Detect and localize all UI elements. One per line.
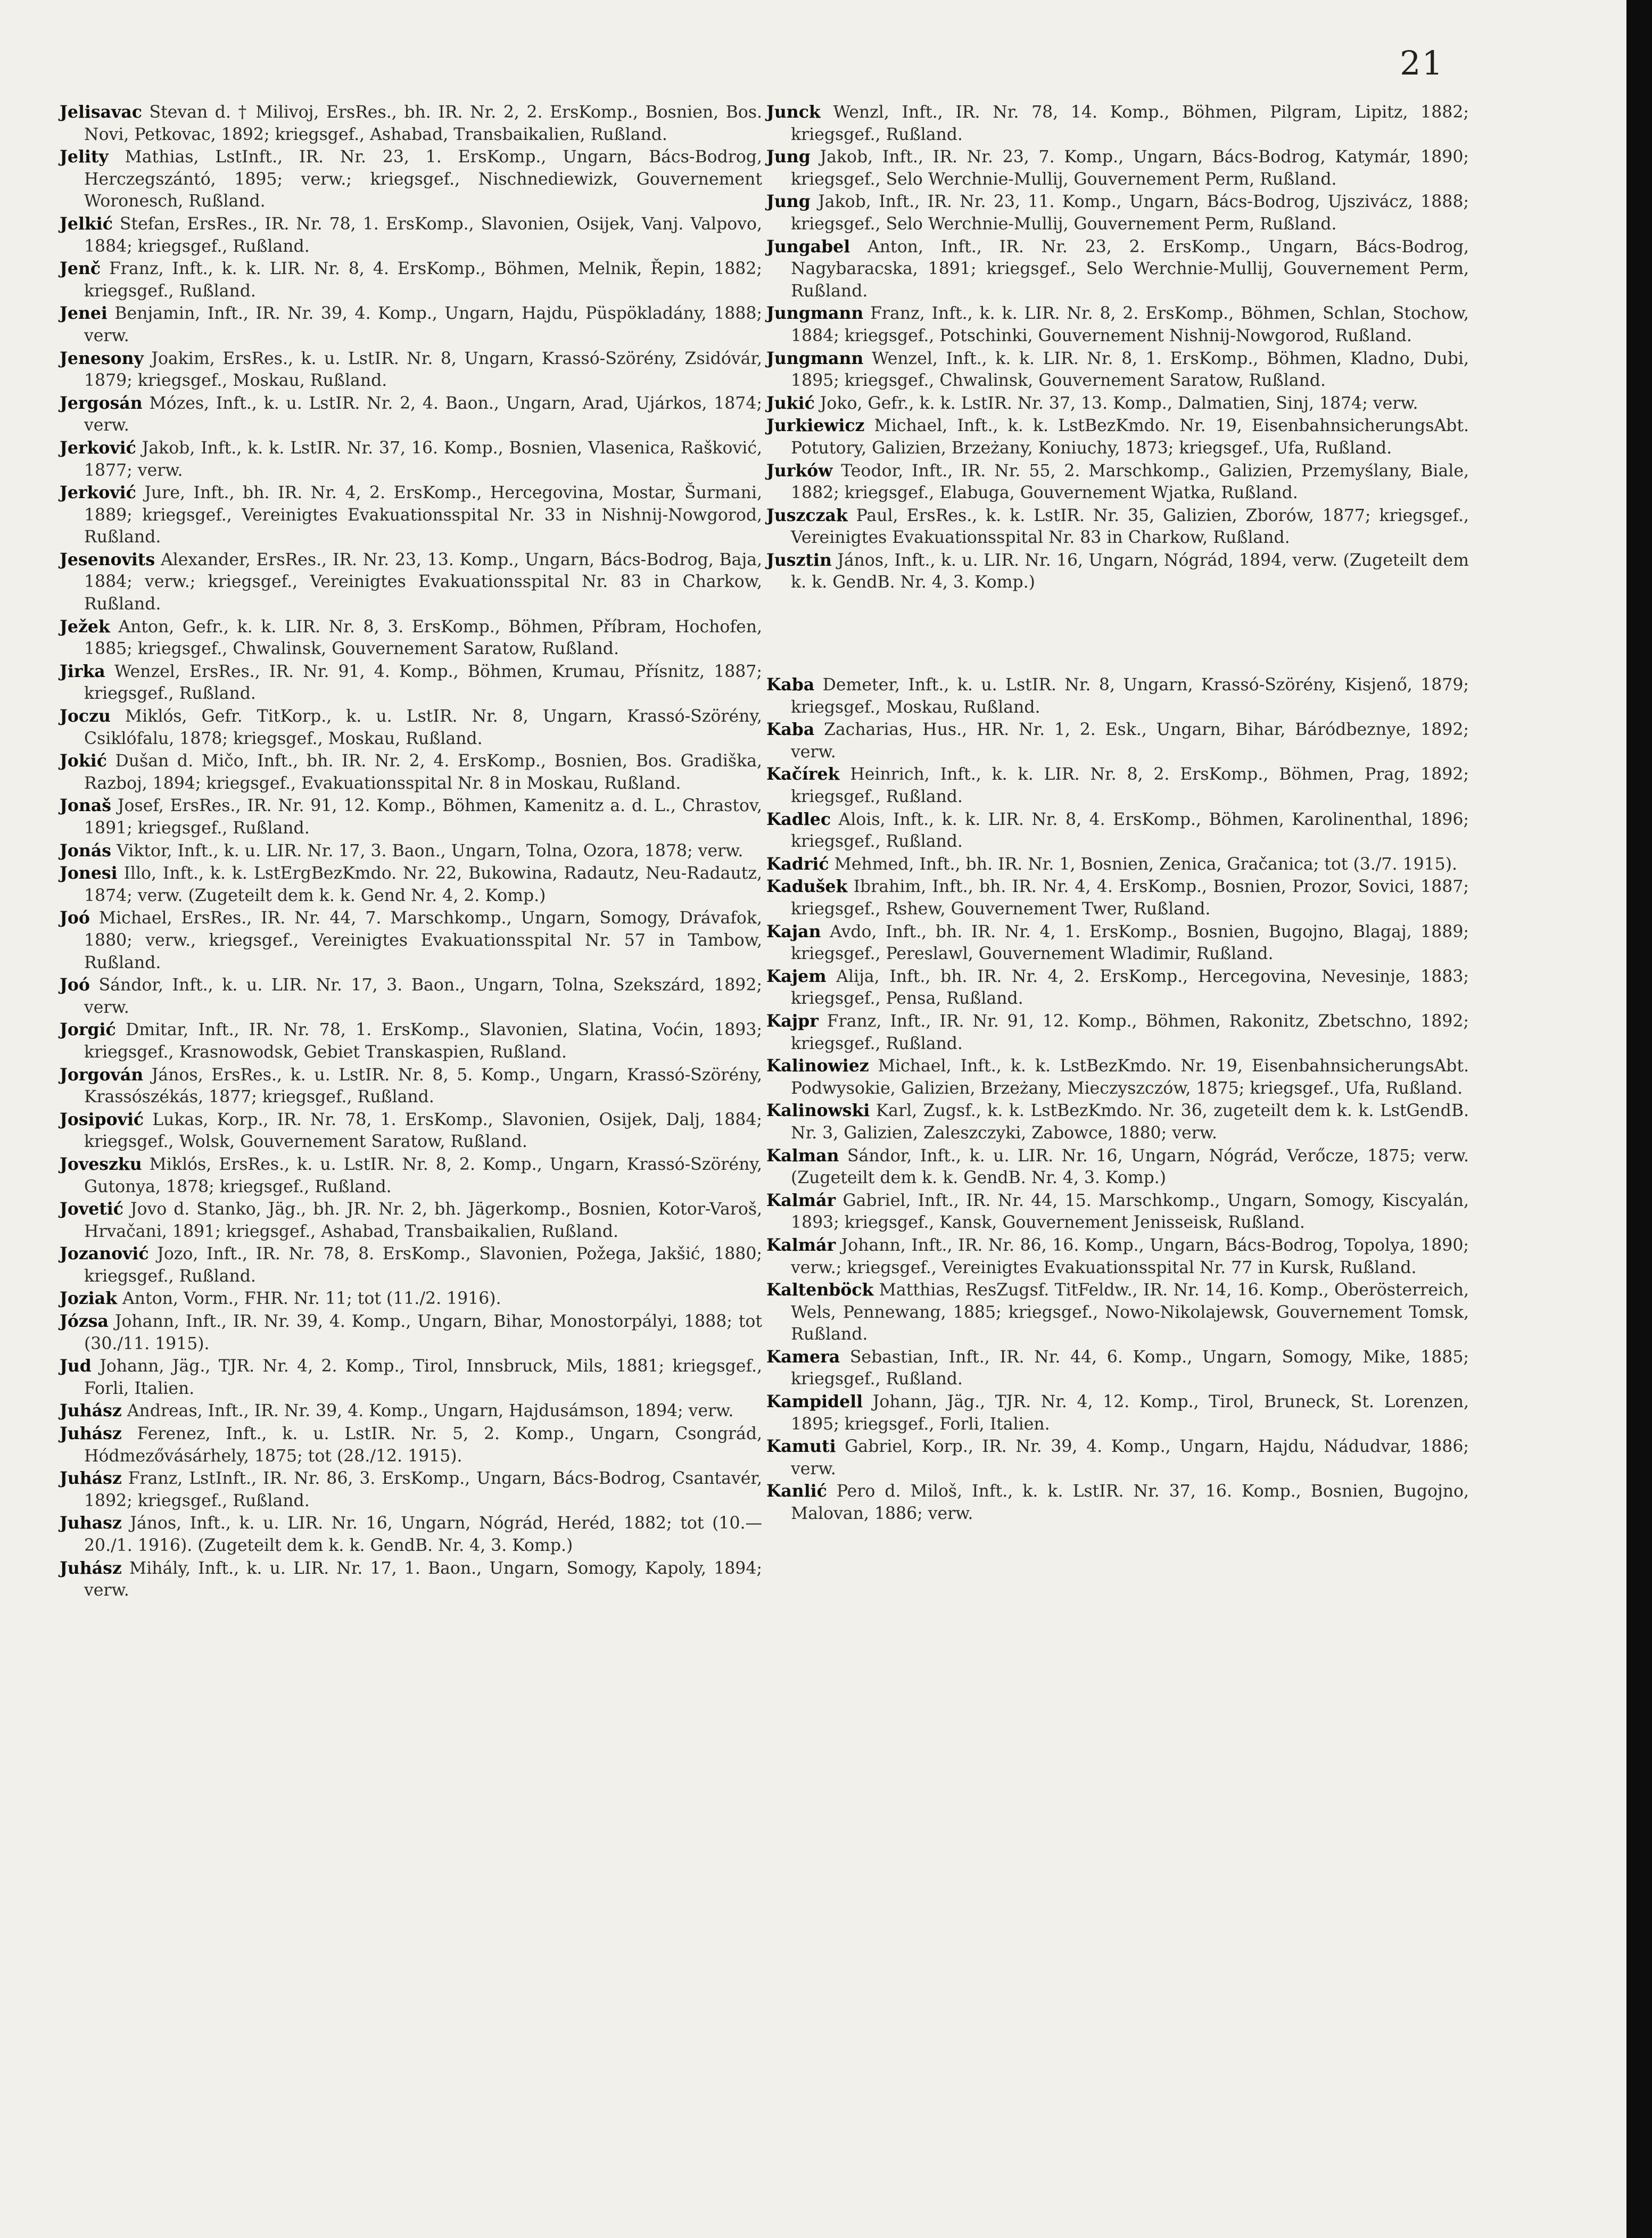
entry-details: Jakob, Inft., IR. Nr. 23, 11. Komp., Ungarn, Bács-Bodrog, Ujszivácz, 1888; kriegsgef., Selo Werchnie-Mullij, Gouvernement Perm, Rußland. bbox=[791, 192, 1469, 234]
entry-surname: Józsa bbox=[60, 1311, 109, 1332]
list-entry bbox=[60, 302, 762, 347]
list-entry bbox=[60, 1512, 762, 1557]
entry-surname: Kalinowski bbox=[766, 1101, 870, 1121]
list-entry bbox=[60, 258, 762, 302]
list-entry bbox=[766, 1145, 1469, 1190]
entry-surname: Kalmár bbox=[766, 1190, 836, 1210]
entry-surname: Kampidell bbox=[766, 1392, 863, 1412]
entry-details: Alija, Inft., bh. IR. Nr. 4, 2. ErsKomp., Hercegovina, Nevesinje, 1883; kriegsgef., Pensa, Rußland. bbox=[791, 967, 1469, 1009]
list-entry bbox=[766, 191, 1469, 235]
entry-details: Jovo d. Stanko, Jäg., bh. JR. Nr. 2, bh. Jägerkomp., Bosnien, Kotor-Varoš, Hrvačani, 1891; kriegsgef., Ashabad, Transbaikalien, Rußland. bbox=[84, 1200, 762, 1241]
list-entry bbox=[60, 1423, 762, 1467]
entry-surname: Jerković bbox=[60, 437, 136, 458]
entry-surname: Juhász bbox=[60, 1468, 122, 1489]
list-entry bbox=[60, 1467, 762, 1512]
list-entry bbox=[766, 1435, 1469, 1480]
entry-details: Jure, Inft., bh. IR. Nr. 4, 2. ErsKomp., Hercegovina, Mostar, Šurmani, 1889; kriegsgef., Vereinigtes Evakuationsspital Nr. 33 in Nishnij-Nowgorod, Rußland. bbox=[84, 483, 763, 547]
entry-surname: Jirka bbox=[60, 661, 105, 681]
entry-details: Zacharias, Hus., HR. Nr. 1, 2. Esk., Ungarn, Bihar, Báródbeznye, 1892; verw. bbox=[791, 720, 1469, 762]
list-entry bbox=[766, 505, 1469, 549]
entry-surname: Kajan bbox=[766, 921, 821, 942]
list-entry bbox=[60, 795, 762, 839]
entry-details: Gabriel, Inft., IR. Nr. 44, 15. Marschkomp., Ungarn, Somogy, Kiscyalán, 1893; kriegsgef., Kansk, Gouvernement Jenisseisk, Rußland. bbox=[791, 1191, 1469, 1233]
list-entry bbox=[60, 660, 762, 705]
list-entry bbox=[766, 808, 1469, 853]
entry-surname: Kamera bbox=[766, 1347, 840, 1367]
entry-surname: Jungmann bbox=[766, 303, 864, 324]
entry-surname: Kalinowiez bbox=[766, 1056, 869, 1076]
list-entry bbox=[766, 415, 1469, 459]
list-entry bbox=[766, 1055, 1469, 1100]
entry-details: Mathias, LstInft., IR. Nr. 23, 1. ErsKomp., Ungarn, Bács-Bodrog, Herczegszántó, 1895; verw.; kriegsgef., Nischnediewizk, Gouvernement Woronesch, Rußland. bbox=[84, 147, 762, 211]
list-entry bbox=[60, 101, 762, 146]
list-entry bbox=[60, 1109, 762, 1153]
list-entry bbox=[766, 549, 1469, 594]
entry-surname: Juhász bbox=[60, 1401, 122, 1421]
entry-details: Benjamin, Inft., IR. Nr. 39, 4. Komp., Ungarn, Hajdu, Püspökladány, 1888; verw. bbox=[84, 304, 763, 345]
entry-details: Sándor, Inft., k. u. LIR. Nr. 16, Ungarn, Nógrád, Verőcze, 1875; verw. (Zugeteilt dem k. k. GendB. Nr. 4, 3. Komp.) bbox=[791, 1146, 1469, 1188]
entry-surname: Kanlić bbox=[766, 1481, 827, 1501]
entry-details: Johann, Inft., IR. Nr. 86, 16. Komp., Ungarn, Bács-Bodrog, Topolya, 1890; verw.; kriegsgef., Vereinigtes Evakuationsspital Nr. 77 in Kursk, Rußland. bbox=[791, 1235, 1469, 1277]
entry-surname: Jurków bbox=[766, 460, 833, 481]
list-entry bbox=[60, 907, 762, 974]
entry-surname: Jokić bbox=[60, 751, 107, 771]
section-gap bbox=[766, 594, 1469, 674]
entry-details: Heinrich, Inft., k. k. LIR. Nr. 8, 2. ErsKomp., Böhmen, Prag, 1892; kriegsgef., Rußland. bbox=[791, 765, 1469, 807]
entry-surname: Joziak bbox=[60, 1289, 118, 1309]
list-entry bbox=[60, 482, 762, 549]
entry-surname: Kalmár bbox=[766, 1235, 836, 1255]
entry-details: Alexander, ErsRes., IR. Nr. 23, 13. Komp., Ungarn, Bács-Bodrog, Baja, 1884; verw.; kriegsgef., Vereinigtes Evakuationsspital Nr. 83 in Charkow, Rußland. bbox=[84, 550, 763, 614]
entry-surname: Kaba bbox=[766, 720, 815, 740]
entry-details: Sebastian, Inft., IR. Nr. 44, 6. Komp., Ungarn, Somogy, Mike, 1885; kriegsgef., Rußland. bbox=[791, 1347, 1469, 1389]
entry-surname: Jenesony bbox=[60, 348, 144, 368]
list-entry bbox=[60, 750, 762, 795]
list-entry bbox=[60, 1153, 762, 1198]
entry-surname: Juszczak bbox=[766, 505, 848, 525]
list-entry bbox=[60, 974, 762, 1019]
entry-surname: Jungmann bbox=[766, 348, 864, 368]
list-entry bbox=[766, 1190, 1469, 1234]
page-number: 21 bbox=[1400, 44, 1444, 82]
entry-surname: Jovetić bbox=[60, 1199, 123, 1219]
entry-surname: Josipović bbox=[60, 1109, 144, 1129]
list-entry bbox=[766, 146, 1469, 191]
entry-details: Johann, Jäg., TJR. Nr. 4, 2. Komp., Tirol, Innsbruck, Mils, 1881; kriegsgef., Forli, Italien. bbox=[84, 1357, 762, 1398]
entry-details: Michael, Inft., k. k. LstBezKmdo. Nr. 19, EisenbahnsicherungsAbt. Potutory, Galizien, Brzeżany, Koniuchy, 1873; kriegsgef., Ufa, Rußland. bbox=[791, 416, 1469, 458]
entry-details: Miklós, Gefr. TitKorp., k. u. LstIR. Nr. 8, Ungarn, Krassó-Szörény, Csiklófalu, 1878; kriegsgef., Moskau, Rußland. bbox=[84, 707, 763, 748]
list-entry bbox=[766, 302, 1469, 347]
entry-details: Demeter, Inft., k. u. LstIR. Nr. 8, Ungarn, Krassó-Szörény, Kisjenő, 1879; kriegsgef., Moskau, Rußland. bbox=[791, 675, 1469, 717]
list-entry bbox=[60, 348, 762, 392]
entry-surname: Kalman bbox=[766, 1145, 839, 1166]
entry-surname: Kadrić bbox=[766, 854, 829, 874]
entry-details: Ferenez, Inft., k. u. LstIR. Nr. 5, 2. Komp., Ungarn, Csongrád, Hódmezővásárhely, 1875; tot (28./12. 1915). bbox=[84, 1424, 763, 1466]
entry-details: Dušan d. Mičo, Inft., bh. IR. Nr. 2, 4. ErsKomp., Bosnien, Bos. Gradiška, Razboj, 1894; kriegsgef., Evakuationsspital Nr. 8 in Moskau, Rußland. bbox=[84, 751, 762, 793]
entry-details: Anton, Inft., IR. Nr. 23, 2. ErsKomp., Ungarn, Bács-Bodrog, Nagybaracska, 1891; kriegsgef., Selo Werchnie-Mullij, Gouvernement Perm, Rußland. bbox=[791, 237, 1469, 301]
list-entry bbox=[766, 853, 1469, 876]
entry-details: Jakob, Inft., k. k. LstIR. Nr. 37, 16. Komp., Bosnien, Vlasenica, Rašković, 1877; verw. bbox=[84, 438, 763, 480]
entry-surname: Jesenovits bbox=[60, 549, 155, 569]
entry-details: Johann, Jäg., TJR. Nr. 4, 12. Komp., Tirol, Bruneck, St. Lorenzen, 1895; kriegsgef., Forli, Italien. bbox=[791, 1392, 1469, 1434]
entry-surname: Jurkiewicz bbox=[766, 416, 865, 436]
entry-details: Alois, Inft., k. k. LIR. Nr. 8, 4. ErsKomp., Böhmen, Karolinenthal, 1896; kriegsgef., Rußland. bbox=[791, 810, 1469, 852]
entry-details: Josef, ErsRes., IR. Nr. 91, 12. Komp., Böhmen, Kamenitz a. d. L., Chrastov, 1891; kriegsgef., Rußland. bbox=[84, 796, 763, 838]
list-entry bbox=[60, 616, 762, 660]
list-entry bbox=[766, 1391, 1469, 1435]
entry-surname: Kamuti bbox=[766, 1436, 836, 1457]
entry-surname: Kadušek bbox=[766, 877, 848, 897]
entry-details: Stefan, ErsRes., IR. Nr. 78, 1. ErsKomp., Slavonien, Osijek, Vanj. Valpovo, 1884; kriegsgef., Rußland. bbox=[84, 214, 763, 256]
entry-details: Pero d. Miloš, Inft., k. k. LstIR. Nr. 37, 16. Komp., Bosnien, Bugojno, Malovan, 1886; verw. bbox=[791, 1482, 1469, 1524]
entry-surname: Kadlec bbox=[766, 809, 831, 829]
entry-details: Lukas, Korp., IR. Nr. 78, 1. ErsKomp., Slavonien, Osijek, Dalj, 1884; kriegsgef., Wolsk, Gouvernement Saratow, Rußland. bbox=[84, 1110, 763, 1152]
list-entry bbox=[766, 921, 1469, 965]
entry-details: Anton, Vorm., FHR. Nr. 11; tot (11./2. 1916). bbox=[122, 1289, 501, 1309]
entry-details: Johann, Inft., IR. Nr. 39, 4. Komp., Ungarn, Bihar, Monostorpályi, 1888; tot (30./11. 1915). bbox=[84, 1312, 762, 1353]
entry-details: Franz, LstInft., IR. Nr. 86, 3. ErsKomp., Ungarn, Bács-Bodrog, Csantavér, 1892; kriegsgef., Rußland. bbox=[84, 1469, 763, 1510]
entry-surname: Juhász bbox=[60, 1424, 122, 1444]
entry-surname: Joó bbox=[60, 908, 90, 928]
list-entry bbox=[766, 674, 1469, 719]
entry-details: Matthias, ResZugsf. TitFeldw., IR. Nr. 14, 16. Komp., Oberösterreich, Wels, Pennewang, 1885; kriegsgef., Nowo-Nikolajewsk, Gouvernement Tomsk, Rußland. bbox=[791, 1281, 1469, 1344]
entry-details: Gabriel, Korp., IR. Nr. 39, 4. Komp., Ungarn, Hajdu, Nádudvar, 1886; verw. bbox=[791, 1437, 1469, 1479]
list-entry bbox=[60, 1198, 762, 1243]
list-entry bbox=[60, 1557, 762, 1602]
entry-details: Joko, Gefr., k. k. LstIR. Nr. 37, 13. Komp., Dalmatien, Sinj, 1874; verw. bbox=[820, 393, 1418, 413]
list-entry bbox=[766, 1234, 1469, 1279]
list-entry bbox=[60, 1243, 762, 1287]
entry-details: Dmitar, Inft., IR. Nr. 78, 1. ErsKomp., Slavonien, Slatina, Voćin, 1893; kriegsgef., Krasnowodsk, Gebiet Transkaspien, Rußland. bbox=[84, 1020, 762, 1062]
entry-surname: Jud bbox=[60, 1356, 92, 1376]
list-entry bbox=[766, 1010, 1469, 1055]
entry-surname: Joczu bbox=[60, 706, 111, 726]
list-entry bbox=[766, 101, 1469, 146]
entry-surname: Jorgić bbox=[60, 1020, 116, 1040]
entry-details: Illo, Inft., k. k. LstErgBezKmdo. Nr. 22, Bukowina, Radautz, Neu-Radautz, 1874; verw. (Zugeteilt dem k. k. Gend Nr. 4, 2. Komp.) bbox=[84, 864, 762, 905]
entries-j-section bbox=[766, 101, 1469, 594]
entry-surname: Kajpr bbox=[766, 1011, 819, 1031]
entry-details: Wenzel, Inft., k. k. LIR. Nr. 8, 1. ErsKomp., Böhmen, Kladno, Dubi, 1895; kriegsgef., Chwalinsk, Gouvernement Saratow, Rußland. bbox=[791, 349, 1469, 391]
entry-surname: Jenč bbox=[60, 259, 101, 279]
entry-details: Franz, Inft., IR. Nr. 91, 12. Komp., Böhmen, Rakonitz, Zbetschno, 1892; kriegsgef., Rußland. bbox=[791, 1011, 1469, 1053]
entry-details: Michael, ErsRes., IR. Nr. 44, 7. Marschkomp., Ungarn, Somogy, Drávafok, 1880; verw., kriegsgef., Vereinigtes Evakuationsspital Nr. 57 in Tambow, Rußland. bbox=[84, 909, 762, 972]
list-entry bbox=[766, 1279, 1469, 1346]
list-entry bbox=[766, 876, 1469, 920]
entry-details: Stevan d. † Milivoj, ErsRes., bh. IR. Nr. 2, 2. ErsKomp., Bosnien, Bos. Novi, Petkovac, 1892; kriegsgef., Ashabad, Transbaikalien, Rußland. bbox=[84, 103, 762, 144]
entry-surname: Jenei bbox=[60, 303, 108, 324]
entry-details: Jozo, Inft., IR. Nr. 78, 8. ErsKomp., Slavonien, Požega, Jakšić, 1880; kriegsgef., Rußland. bbox=[84, 1244, 762, 1286]
entry-details: Mehmed, Inft., bh. IR. Nr. 1, Bosnien, Zenica, Gračanica; tot (3./7. 1915). bbox=[834, 854, 1458, 874]
entry-surname: Jungabel bbox=[766, 236, 850, 257]
entry-surname: Jorgován bbox=[60, 1064, 144, 1085]
list-entry bbox=[766, 965, 1469, 1010]
entry-surname: Jelity bbox=[60, 147, 109, 167]
entry-surname: Ježek bbox=[60, 616, 110, 637]
list-entry bbox=[60, 1400, 762, 1423]
entries-k-section bbox=[766, 674, 1469, 1525]
entry-surname: Jung bbox=[766, 147, 811, 167]
entry-details: Franz, Inft., k. k. LIR. Nr. 8, 2. ErsKomp., Böhmen, Schlan, Stochow, 1884; kriegsgef., Potschinki, Gouvernement Nishnij-Nowgorod, Rußland. bbox=[791, 304, 1469, 345]
list-entry bbox=[60, 1355, 762, 1400]
entry-details: Sándor, Inft., k. u. LIR. Nr. 17, 3. Baon., Ungarn, Tolna, Szekszárd, 1892; verw. bbox=[84, 976, 762, 1017]
entry-surname: Kajem bbox=[766, 966, 827, 986]
entry-surname: Juhasz bbox=[60, 1513, 122, 1533]
entry-details: Ibrahim, Inft., bh. IR. Nr. 4, 4. ErsKomp., Bosnien, Prozor, Sovici, 1887; kriegsgef., Rshew, Gouvernement Twer, Rußland. bbox=[791, 877, 1469, 919]
left-column bbox=[60, 101, 762, 1602]
entry-details: Viktor, Inft., k. u. LIR. Nr. 17, 3. Baon., Ungarn, Tolna, Ozora, 1878; verw. bbox=[116, 841, 744, 861]
list-entry bbox=[60, 392, 762, 437]
entry-details: Avdo, Inft., bh. IR. Nr. 4, 1. ErsKomp., Bosnien, Bugojno, Blagaj, 1889; kriegsgef., Pereslawl, Gouvernement Wladimir, Rußland. bbox=[791, 922, 1469, 964]
list-entry bbox=[766, 763, 1469, 808]
list-entry bbox=[766, 348, 1469, 392]
list-entry bbox=[766, 719, 1469, 763]
entry-surname: Jusztin bbox=[766, 550, 832, 570]
list-entry bbox=[60, 1287, 762, 1310]
entry-surname: Jelisavac bbox=[60, 102, 142, 122]
entry-details: Wenzel, ErsRes., IR. Nr. 91, 4. Komp., Böhmen, Krumau, Přísnitz, 1887; kriegsgef., Rußland. bbox=[84, 662, 762, 704]
entry-details: Paul, ErsRes., k. k. LstIR. Nr. 35, Galizien, Zborów, 1877; kriegsgef., Vereinigtes Evakuationsspital Nr. 83 in Charkow, Rußland. bbox=[791, 506, 1469, 548]
entry-surname: Jerković bbox=[60, 483, 136, 503]
list-entry bbox=[766, 236, 1469, 303]
entry-details: Mózes, Inft., k. u. LstIR. Nr. 2, 4. Baon., Ungarn, Arad, Ujárkos, 1874; verw. bbox=[84, 393, 763, 435]
list-entry bbox=[60, 213, 762, 258]
entry-surname: Jonesi bbox=[60, 863, 118, 883]
entry-details: Anton, Gefr., k. k. LIR. Nr. 8, 3. ErsKomp., Böhmen, Příbram, Hochofen, 1885; kriegsgef., Chwalinsk, Gouvernement Saratow, Rußland. bbox=[84, 617, 763, 659]
entry-details: János, Inft., k. u. LIR. Nr. 16, Ungarn, Nógrád, 1894, verw. (Zugeteilt dem k. k. GendB. Nr. 4, 3. Komp.) bbox=[791, 550, 1469, 592]
list-entry bbox=[766, 392, 1469, 415]
entry-surname: Joó bbox=[60, 975, 90, 995]
entry-surname: Jonás bbox=[60, 840, 111, 861]
entry-details: Teodor, Inft., IR. Nr. 55, 2. Marschkomp., Galizien, Przemyślany, Biale, 1882; kriegsgef., Elabuga, Gouvernement Wjatka, Rußland. bbox=[791, 461, 1469, 503]
list-entry bbox=[60, 840, 762, 863]
entry-details: János, ErsRes., k. u. LstIR. Nr. 8, 5. Komp., Ungarn, Krassó-Szörény, Krassószékás, 1877; kriegsgef., Rußland. bbox=[84, 1065, 763, 1107]
entry-surname: Jung bbox=[766, 192, 811, 212]
list-entry bbox=[766, 1346, 1469, 1391]
list-entry bbox=[60, 437, 762, 482]
entry-surname: Jukić bbox=[766, 393, 815, 413]
entry-details: Miklós, ErsRes., k. u. LstIR. Nr. 8, 2. Komp., Ungarn, Krassó-Szörény, Gutonya, 1878; kriegsgef., Rußland. bbox=[84, 1154, 762, 1196]
list-entry bbox=[60, 1310, 762, 1355]
entry-surname: Kaltenböck bbox=[766, 1280, 874, 1300]
entry-details: Wenzl, Inft., IR. Nr. 78, 14. Komp., Böhmen, Pilgram, Lipitz, 1882; kriegsgef., Rußland. bbox=[791, 103, 1469, 144]
entry-surname: Jelkić bbox=[60, 213, 113, 234]
entry-details: Mihály, Inft., k. u. LIR. Nr. 17, 1. Baon., Ungarn, Somogy, Kapoly, 1894; verw. bbox=[84, 1558, 762, 1600]
list-entry bbox=[60, 1064, 762, 1109]
entry-details: Joakim, ErsRes., k. u. LstIR. Nr. 8, Ungarn, Krassó-Szörény, Zsidóvár, 1879; kriegsgef., Moskau, Rußland. bbox=[84, 349, 763, 391]
list-entry bbox=[60, 146, 762, 213]
entry-details: János, Inft., k. u. LIR. Nr. 16, Ungarn, Nógrád, Heréd, 1882; tot (10.—20./1. 1916). (Zugeteilt dem k. k. GendB. Nr. 4, 3. Komp.) bbox=[84, 1514, 763, 1555]
list-entry bbox=[60, 705, 762, 750]
entry-details: Jakob, Inft., IR. Nr. 23, 7. Komp., Ungarn, Bács-Bodrog, Katymár, 1890; kriegsgef., Selo Werchnie-Mullij, Gouvernement Perm, Rußland. bbox=[791, 147, 1469, 189]
entry-surname: Juhász bbox=[60, 1558, 122, 1578]
entry-surname: Kaba bbox=[766, 675, 815, 695]
list-entry bbox=[60, 862, 762, 907]
list-entry bbox=[766, 1480, 1469, 1525]
right-column bbox=[766, 101, 1469, 1525]
entry-surname: Jergosán bbox=[60, 393, 143, 413]
entry-surname: Junck bbox=[766, 102, 821, 122]
entry-surname: Kačírek bbox=[766, 764, 840, 784]
scan-edge bbox=[1626, 0, 1652, 2238]
list-entry bbox=[60, 1019, 762, 1063]
entry-details: Andreas, Inft., IR. Nr. 39, 4. Komp., Ungarn, Hajdusámson, 1894; verw. bbox=[127, 1401, 734, 1421]
entry-details: Michael, Inft., k. k. LstBezKmdo. Nr. 19, EisenbahnsicherungsAbt. Podwysokie, Galizien, Brzeżany, Mieczyszczów, 1875; kriegsgef., Ufa, Rußland. bbox=[791, 1056, 1469, 1098]
entry-details: Karl, Zugsf., k. k. LstBezKmdo. Nr. 36, zugeteilt dem k. k. LstGendB. Nr. 3, Galizien, Zaleszczyki, Zabowce, 1880; verw. bbox=[791, 1101, 1469, 1143]
list-entry bbox=[766, 1100, 1469, 1144]
list-entry bbox=[60, 549, 762, 616]
entry-surname: Jozanović bbox=[60, 1244, 149, 1264]
entry-details: Franz, Inft., k. k. LIR. Nr. 8, 4. ErsKomp., Böhmen, Melnik, Řepin, 1882; kriegsgef., Rußland. bbox=[84, 259, 762, 301]
list-entry bbox=[766, 460, 1469, 505]
entry-surname: Jonaš bbox=[60, 796, 111, 816]
entry-surname: Joveszku bbox=[60, 1154, 142, 1174]
